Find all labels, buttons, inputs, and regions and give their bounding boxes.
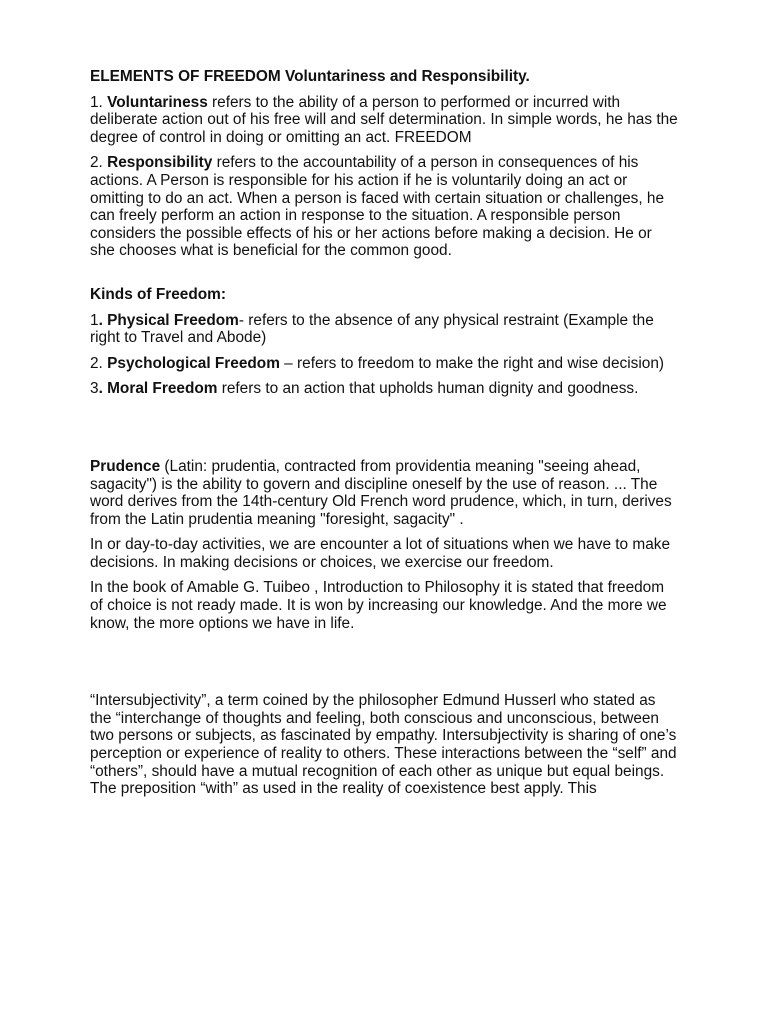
kind-psychological-freedom	[90, 355, 680, 373]
document-heading	[90, 68, 680, 86]
element-number: 1.	[90, 93, 108, 111]
kind-physical-freedom	[90, 312, 680, 347]
kind-definition: – refers to freedom to make the right and wise decision)	[279, 354, 665, 372]
kind-term: . Moral Freedom	[98, 380, 218, 398]
kinds-title-text: Kinds of Freedom:	[90, 285, 226, 303]
element-definition: refers to the accountability of a person in consequences of his actions. A Person is responsible for his action if he is voluntarily doing an act or omitting to do an act. When a person is faced with certain situation or challenges, he can freely perform an action in response to the situation. A responsible person considers the possible effects of his or her actions before making a decision. He or she chooses what is beneficial for the common good.	[90, 154, 665, 260]
prudence-definition: (Latin: prudentia, contracted from providentia meaning "seeing ahead, sagacity") is the ability to govern and discipline oneself by the use of reason. ... The word derives from the 14th-century Old French word prudence, which, in turn, derives from the Latin prudentia meaning "foresight, sagacity" .	[90, 457, 672, 528]
kinds-title	[90, 286, 680, 304]
heading-text: ELEMENTS OF FREEDOM Voluntariness and Responsibility.	[90, 68, 530, 85]
kind-term: Psychological Freedom	[107, 354, 280, 372]
element-number: 2.	[90, 154, 108, 172]
element-voluntariness	[90, 94, 680, 147]
kind-term: . Physical Freedom	[98, 311, 239, 329]
document-page	[90, 68, 680, 806]
kind-number: 2.	[90, 354, 108, 372]
kind-moral-freedom	[90, 380, 680, 398]
intersubjectivity-paragraph: “Intersubjectivity”, a term coined by the philosopher Edmund Husserl who stated as the “interchange of thoughts and feeling, both conscious and unconscious, between two persons or subjects, as fascinated by empathy. Intersubjectivity is sharing of one’s perception or experience of reality to others. These interactions between the “self” and “others”, should have a mutual recognition of each other as unique but equal beings. The preposition “with” as used in the reality of coexistence best apply. This	[90, 692, 677, 798]
tuibeo-paragraph: In the book of Amable G. Tuibeo , Introduction to Philosophy it is stated that freedom of choice is not ready made. It is won by increasing our knowledge. And the more we know, the more options we have in life.	[90, 579, 667, 632]
kind-number: 1	[90, 311, 99, 329]
element-definition: refers to the ability of a person to performed or incurred with deliberate action out of his free will and self determination. In simple words, he has the degree of control in doing or omitting an act. FREEDOM	[90, 93, 678, 146]
kind-definition: refers to an action that upholds human dignity and goodness.	[217, 380, 639, 398]
decisions-paragraph: In or day-to-day activities, we are encounter a lot of situations when we have to make decisions. In making decisions or choices, we exercise our freedom.	[90, 536, 671, 571]
prudence-term: Prudence	[90, 457, 161, 475]
prudence-paragraph	[90, 458, 680, 528]
element-responsibility	[90, 154, 680, 260]
element-term: Responsibility	[107, 154, 213, 172]
element-term: Voluntariness	[107, 93, 208, 111]
kind-number: 3	[90, 380, 99, 398]
kind-definition: - refers to the absence of any physical restraint (Example the right to Travel and Abode)	[90, 311, 654, 347]
